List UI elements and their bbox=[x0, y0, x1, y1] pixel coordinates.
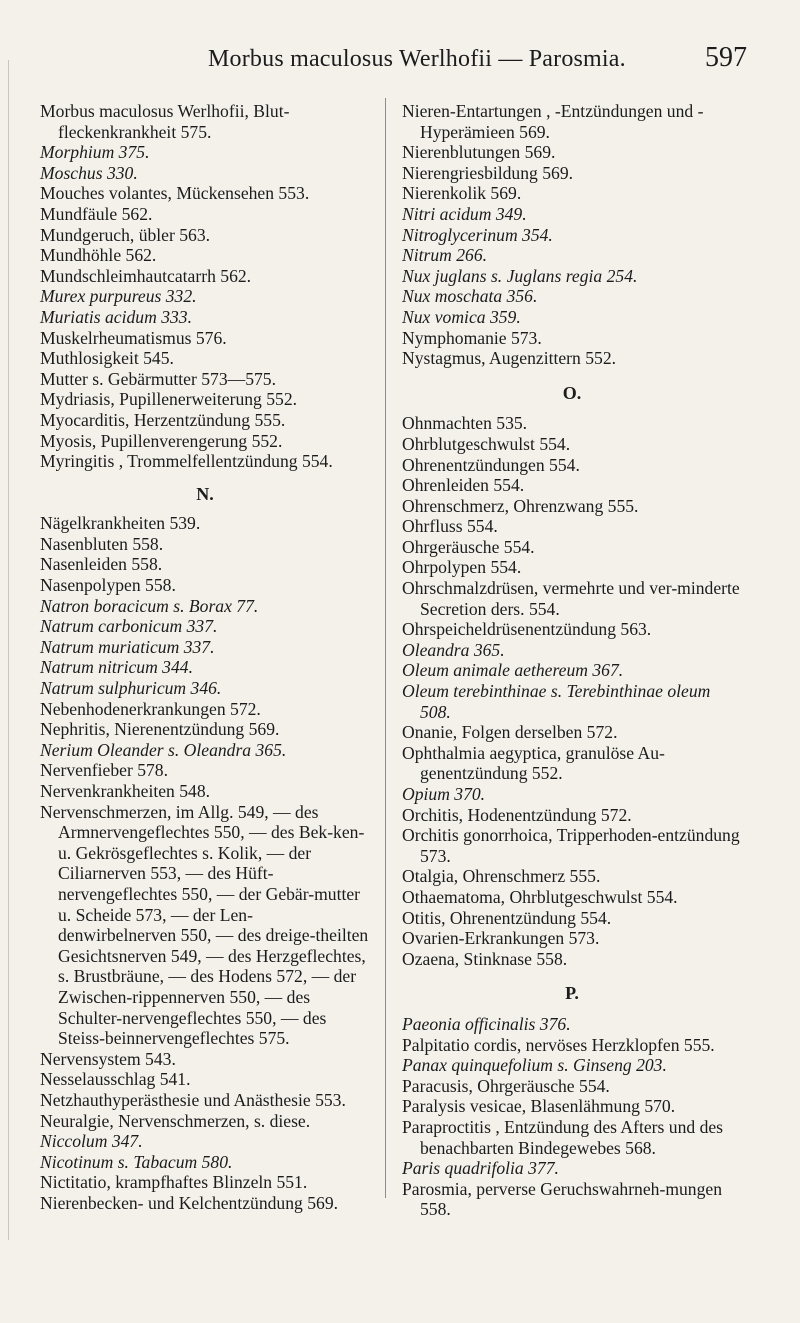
entry-italic: Muriatis acidum 333. bbox=[40, 306, 192, 327]
index-entry: Nierengriesbildung 569. bbox=[402, 162, 574, 183]
entry-italic: Moschus 330. bbox=[40, 162, 138, 183]
entry-italic: Oleum terebinthinae s. Terebinthinae oleum 508. bbox=[402, 681, 711, 722]
index-entry: Ohrgeräusche 554. bbox=[402, 536, 535, 557]
running-title: Morbus maculosus Werlhofii — Parosmia. bbox=[208, 46, 626, 72]
entry-italic: Oleandra 365. bbox=[402, 639, 505, 660]
index-entry: Nervenschmerzen, im Allg. 549, — des Armnervengeflechtes 550, — des Bek-ken- u. Gekrösgeflechtes s. Kolik, — der Ciliarnerven 553, — des Hüft-nervengeflechtes 550, — der Gebär-mutter u. Scheide 573, — der Len-denwirbelnerven 550, — des dreige-theilten Gesichtsnerven 549, — des Herzgeflechtes, s. Brustbräune, — des Hodens 572, — der Zwischen-rippennerven 550, — des Schulter-nervengeflechtes 550, — des Steiss-beinnervengeflechtes 575. bbox=[40, 801, 369, 1049]
index-entry: Morbus maculosus Werlhofii, Blut-fleckenkrankheit 575. bbox=[40, 101, 290, 142]
index-entry bbox=[40, 142, 370, 163]
index-entry bbox=[40, 740, 370, 761]
index-entry: Nephritis, Nierenentzündung 569. bbox=[40, 719, 280, 740]
entry-italic: Paeonia officinalis 376. bbox=[402, 1013, 571, 1034]
index-entry: Otalgia, Ohrenschmerz 555. bbox=[402, 866, 601, 887]
index-entry: Nasenpolypen 558. bbox=[40, 575, 176, 596]
index-entry: Ohrenschmerz, Ohrenzwang 555. bbox=[402, 495, 639, 516]
index-entry: Muthlosigkeit 545. bbox=[40, 348, 174, 369]
index-entry bbox=[40, 307, 370, 328]
index-entry: Mundgeruch, übler 563. bbox=[40, 224, 211, 245]
index-entry: Paraproctitis , Entzündung des Afters und des benachbarten Bindegewebes 568. bbox=[402, 1116, 724, 1158]
entry-italic: Nux moschata 356. bbox=[402, 286, 538, 307]
index-entry bbox=[402, 1055, 742, 1076]
index-entry bbox=[402, 245, 742, 266]
index-entry bbox=[40, 637, 370, 658]
index-entry: Ohrfluss 554. bbox=[402, 516, 498, 537]
index-entry: Nervensystem 543. bbox=[40, 1048, 176, 1069]
entry-group-p bbox=[402, 1014, 742, 1220]
index-entry: Mundhöhle 562. bbox=[40, 245, 157, 266]
page-edge-shadow bbox=[8, 60, 9, 1240]
index-entry: Mouches volantes, Mückensehen 553. bbox=[40, 183, 310, 204]
entry-italic: Nitroglycerinum 354. bbox=[402, 224, 553, 245]
index-entry: Nictitatio, krampfhaftes Blinzeln 551. bbox=[40, 1172, 308, 1193]
index-entry: Nieren-Entartungen , -Entzündungen und -Hyperämieen 569. bbox=[402, 101, 704, 142]
entry-italic: Niccolum 347. bbox=[40, 1131, 143, 1152]
index-entry bbox=[402, 681, 742, 722]
index-entry bbox=[40, 657, 370, 678]
index-entry: Myocarditis, Herzentzündung 555. bbox=[40, 409, 286, 430]
index-entry: Nymphomanie 573. bbox=[402, 327, 542, 348]
index-entry bbox=[402, 286, 742, 307]
index-entry: Myosis, Pupillenverengerung 552. bbox=[40, 430, 283, 451]
entry-italic: Panax quinquefolium s. Ginseng 203. bbox=[402, 1055, 667, 1076]
index-entry: Ophthalmia aegyptica, granulöse Au-genentzündung 552. bbox=[402, 742, 665, 784]
index-entry: Mundfäule 562. bbox=[40, 203, 153, 224]
entry-italic: Nicotinum s. Tabacum 580. bbox=[40, 1151, 233, 1172]
index-entry bbox=[40, 616, 370, 637]
index-entry bbox=[402, 307, 742, 328]
index-entry: Ohnmachten 535. bbox=[402, 413, 528, 434]
index-entry bbox=[402, 660, 742, 681]
index-entry bbox=[402, 266, 742, 287]
index-entry: Netzhauthyperästhesie und Anästhesie 553. bbox=[40, 1089, 346, 1110]
entry-group-n-continued bbox=[402, 101, 742, 369]
entry-italic: Opium 370. bbox=[402, 784, 486, 804]
index-entry bbox=[402, 640, 742, 661]
index-entry: Otitis, Ohrenentzündung 554. bbox=[402, 907, 612, 928]
index-entry: Mutter s. Gebärmutter 573—575. bbox=[40, 368, 277, 389]
index-entry: Nasenbluten 558. bbox=[40, 533, 164, 554]
entry-group-n bbox=[40, 513, 370, 1213]
index-entry: Paracusis, Ohrgeräusche 554. bbox=[402, 1075, 610, 1096]
left-column bbox=[40, 101, 370, 1213]
index-entry bbox=[402, 1014, 742, 1035]
index-entry: Ohrenleiden 554. bbox=[402, 475, 525, 496]
entry-italic: Nerium Oleander s. Oleandra 365. bbox=[40, 739, 287, 760]
index-entry bbox=[40, 596, 370, 617]
index-entry: Ohrpolypen 554. bbox=[402, 557, 522, 578]
index-entry: Nägelkrankheiten 539. bbox=[40, 513, 201, 534]
section-letter-p: P. bbox=[565, 983, 579, 1004]
index-entry: Mundschleimhautcatarrh 562. bbox=[40, 265, 252, 286]
index-entry: Ohrblutgeschwulst 554. bbox=[402, 433, 571, 454]
entry-italic: Nux vomica 359. bbox=[402, 306, 521, 327]
section-letter-o: O. bbox=[562, 382, 582, 403]
entry-italic: Oleum animale aethereum 367. bbox=[402, 660, 624, 681]
entry-group-m bbox=[40, 101, 370, 472]
entry-group-o bbox=[402, 413, 742, 969]
index-entry: Nierenbecken- und Kelchentzündung 569. bbox=[40, 1192, 339, 1213]
index-entry: Nebenhodenerkrankungen 572. bbox=[40, 698, 261, 719]
entry-italic: Murex purpureus 332. bbox=[40, 286, 197, 307]
index-entry: Nesselausschlag 541. bbox=[40, 1069, 191, 1090]
index-entry: Ohrenentzündungen 554. bbox=[402, 454, 580, 475]
index-entry bbox=[40, 1152, 370, 1173]
index-entry bbox=[40, 286, 370, 307]
index-entry: Nierenkolik 569. bbox=[402, 183, 522, 204]
entry-italic: Morphium 375. bbox=[40, 142, 150, 163]
index-entry: Parosmia, perverse Geruchswahrneh-mungen 558. bbox=[402, 1178, 722, 1220]
entry-italic: Nitri acidum 349. bbox=[402, 203, 527, 224]
entry-italic: Nux juglans s. Juglans regia 254. bbox=[402, 265, 638, 286]
index-entry bbox=[402, 784, 742, 805]
page-header bbox=[0, 42, 800, 82]
index-entry: Palpitatio cordis, nervöses Herzklopfen 555. bbox=[402, 1034, 715, 1055]
index-entry: Paralysis vesicae, Blasenlähmung 570. bbox=[402, 1096, 676, 1117]
index-entry bbox=[402, 204, 742, 225]
entry-italic: Paris quadrifolia 377. bbox=[402, 1158, 559, 1179]
column-divider bbox=[385, 98, 386, 1198]
index-entry bbox=[40, 1131, 370, 1152]
index-entry: Nierenblutungen 569. bbox=[402, 142, 556, 163]
entry-italic: Nitrum 266. bbox=[402, 245, 488, 266]
index-entry bbox=[40, 163, 370, 184]
entry-italic: Natrum sulphuricum 346. bbox=[40, 678, 222, 699]
index-entry: Myringitis , Trommelfellentzündung 554. bbox=[40, 451, 333, 472]
index-entry bbox=[40, 678, 370, 699]
index-entry: Nasenleiden 558. bbox=[40, 554, 163, 575]
index-entry bbox=[402, 1158, 742, 1179]
index-entry: Neuralgie, Nervenschmerzen, s. diese. bbox=[40, 1110, 311, 1131]
index-entry: Mydriasis, Pupillenerweiterung 552. bbox=[40, 389, 298, 410]
index-entry: Onanie, Folgen derselben 572. bbox=[402, 722, 618, 743]
entry-italic: Natrum carbonicum 337. bbox=[40, 616, 218, 637]
index-entry: Ohrspeicheldrüsenentzündung 563. bbox=[402, 619, 652, 640]
index-entry: Nystagmus, Augenzittern 552. bbox=[402, 348, 617, 369]
entry-italic: Natrum muriaticum 337. bbox=[40, 636, 215, 657]
right-column bbox=[402, 101, 742, 1220]
index-entry: Nervenfieber 578. bbox=[40, 760, 168, 781]
entry-italic: Natron boracicum s. Borax 77. bbox=[40, 595, 259, 616]
index-entry: Ozaena, Stinknase 558. bbox=[402, 948, 568, 969]
index-entry: Orchitis, Hodenentzündung 572. bbox=[402, 804, 632, 825]
index-entry: Muskelrheumatismus 576. bbox=[40, 327, 227, 348]
index-entry: Othaematoma, Ohrblutgeschwulst 554. bbox=[402, 886, 678, 907]
index-entry: Orchitis gonorrhoica, Tripperhoden-entzündung 573. bbox=[402, 825, 740, 866]
index-entry: Ohrschmalzdrüsen, vermehrte und ver-minderte Secretion ders. 554. bbox=[402, 578, 740, 619]
section-letter-n: N. bbox=[196, 483, 214, 504]
page-number: 597 bbox=[705, 42, 747, 73]
index-entry bbox=[402, 225, 742, 246]
index-entry: Ovarien-Erkrankungen 573. bbox=[402, 928, 600, 949]
entry-italic: Natrum nitricum 344. bbox=[40, 657, 193, 678]
index-entry: Nervenkrankheiten 548. bbox=[40, 781, 211, 801]
